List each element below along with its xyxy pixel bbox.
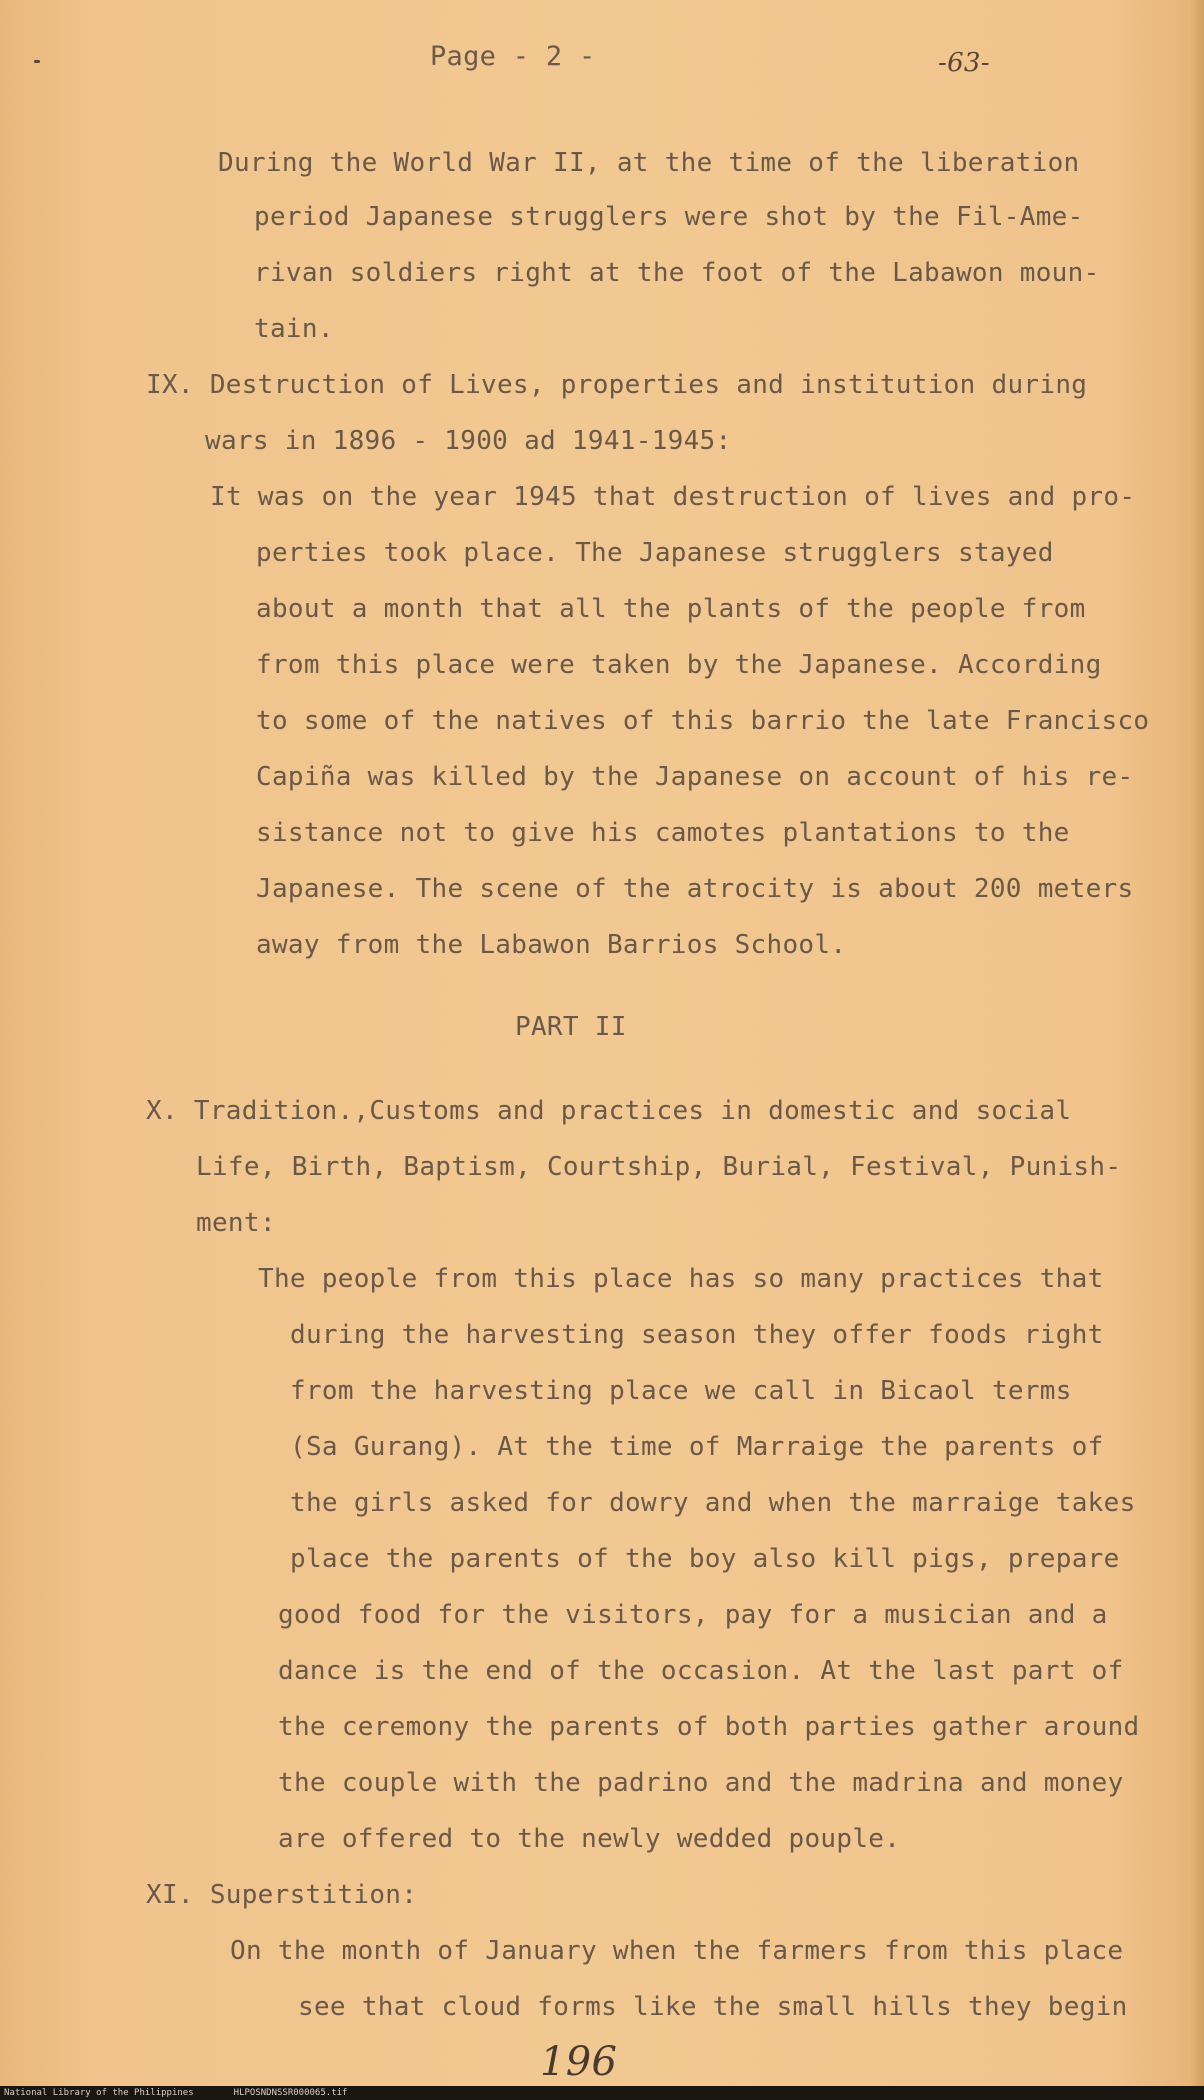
paragraph-line: It was on the year 1945 that destruction of lives and pro- xyxy=(210,482,1136,512)
paragraph-line: the girls asked for dowry and when the marraige takes xyxy=(290,1488,1136,1518)
paragraph-line: to some of the natives of this barrio the late Francisco xyxy=(256,706,1150,736)
paragraph-line: away from the Labawon Barrios School. xyxy=(256,930,847,960)
part-title: PART II xyxy=(515,1012,627,1042)
page-edge-stain xyxy=(1190,0,1204,2100)
paragraph-line: are offered to the newly wedded pouple. xyxy=(278,1824,901,1854)
paragraph-line: perties took place. The Japanese strugglers stayed xyxy=(256,538,1054,568)
paragraph-line: During the World War II, at the time of the liberation xyxy=(218,148,1080,178)
paragraph-line: Japanese. The scene of the atrocity is about 200 meters xyxy=(256,874,1134,904)
section-heading: X. Tradition.,Customs and practices in domestic and social xyxy=(146,1096,1072,1126)
margin-mark xyxy=(34,60,40,63)
section-heading: IX. Destruction of Lives, properties and institution during xyxy=(146,370,1088,400)
paragraph-line: On the month of January when the farmers from this place xyxy=(230,1936,1124,1966)
paragraph-line: the couple with the padrino and the madrina and money xyxy=(278,1768,1124,1798)
handwritten-folio-number: 196 xyxy=(540,2039,618,2085)
handwritten-page-number: -63- xyxy=(938,48,990,78)
scan-footer xyxy=(0,2086,1204,2100)
section-heading: XI. Superstition: xyxy=(146,1880,418,1910)
paragraph-line: the ceremony the parents of both parties gather around xyxy=(278,1712,1140,1742)
footer-library: National Library of the Philippines xyxy=(4,2088,194,2098)
paragraph-line: from this place were taken by the Japanese. According xyxy=(256,650,1102,680)
paragraph-line: from the harvesting place we call in Bicaol terms xyxy=(290,1376,1072,1406)
paragraph-line: The people from this place has so many practices that xyxy=(258,1264,1104,1294)
paragraph-line: (Sa Gurang). At the time of Marraige the parents of xyxy=(290,1432,1104,1462)
paragraph-line: place the parents of the boy also kill pigs, prepare xyxy=(290,1544,1120,1574)
paragraph-line: rivan soldiers right at the foot of the Labawon moun- xyxy=(254,258,1100,288)
footer-filename: HLPOSNDNSSR000065.tif xyxy=(233,2088,348,2098)
page-label: Page - 2 - xyxy=(430,41,596,72)
paragraph-line: about a month that all the plants of the people from xyxy=(256,594,1086,624)
paragraph-line: Capiña was killed by the Japanese on account of his re- xyxy=(256,762,1134,792)
paragraph-line: tain. xyxy=(254,314,334,344)
paragraph-line: period Japanese strugglers were shot by the Fil-Ame- xyxy=(254,202,1084,232)
section-heading: ment: xyxy=(196,1208,276,1238)
section-heading: wars in 1896 - 1900 ad 1941-1945: xyxy=(205,426,732,456)
paragraph-line: good food for the visitors, pay for a musician and a xyxy=(278,1600,1108,1630)
paragraph-line: during the harvesting season they offer foods right xyxy=(290,1320,1104,1350)
paragraph-line: sistance not to give his camotes plantations to the xyxy=(256,818,1070,848)
paragraph-line: see that cloud forms like the small hills they begin xyxy=(298,1992,1128,2022)
paragraph-line: dance is the end of the occasion. At the last part of xyxy=(278,1656,1124,1686)
section-heading: Life, Birth, Baptism, Courtship, Burial, Festival, Punish- xyxy=(196,1152,1122,1182)
